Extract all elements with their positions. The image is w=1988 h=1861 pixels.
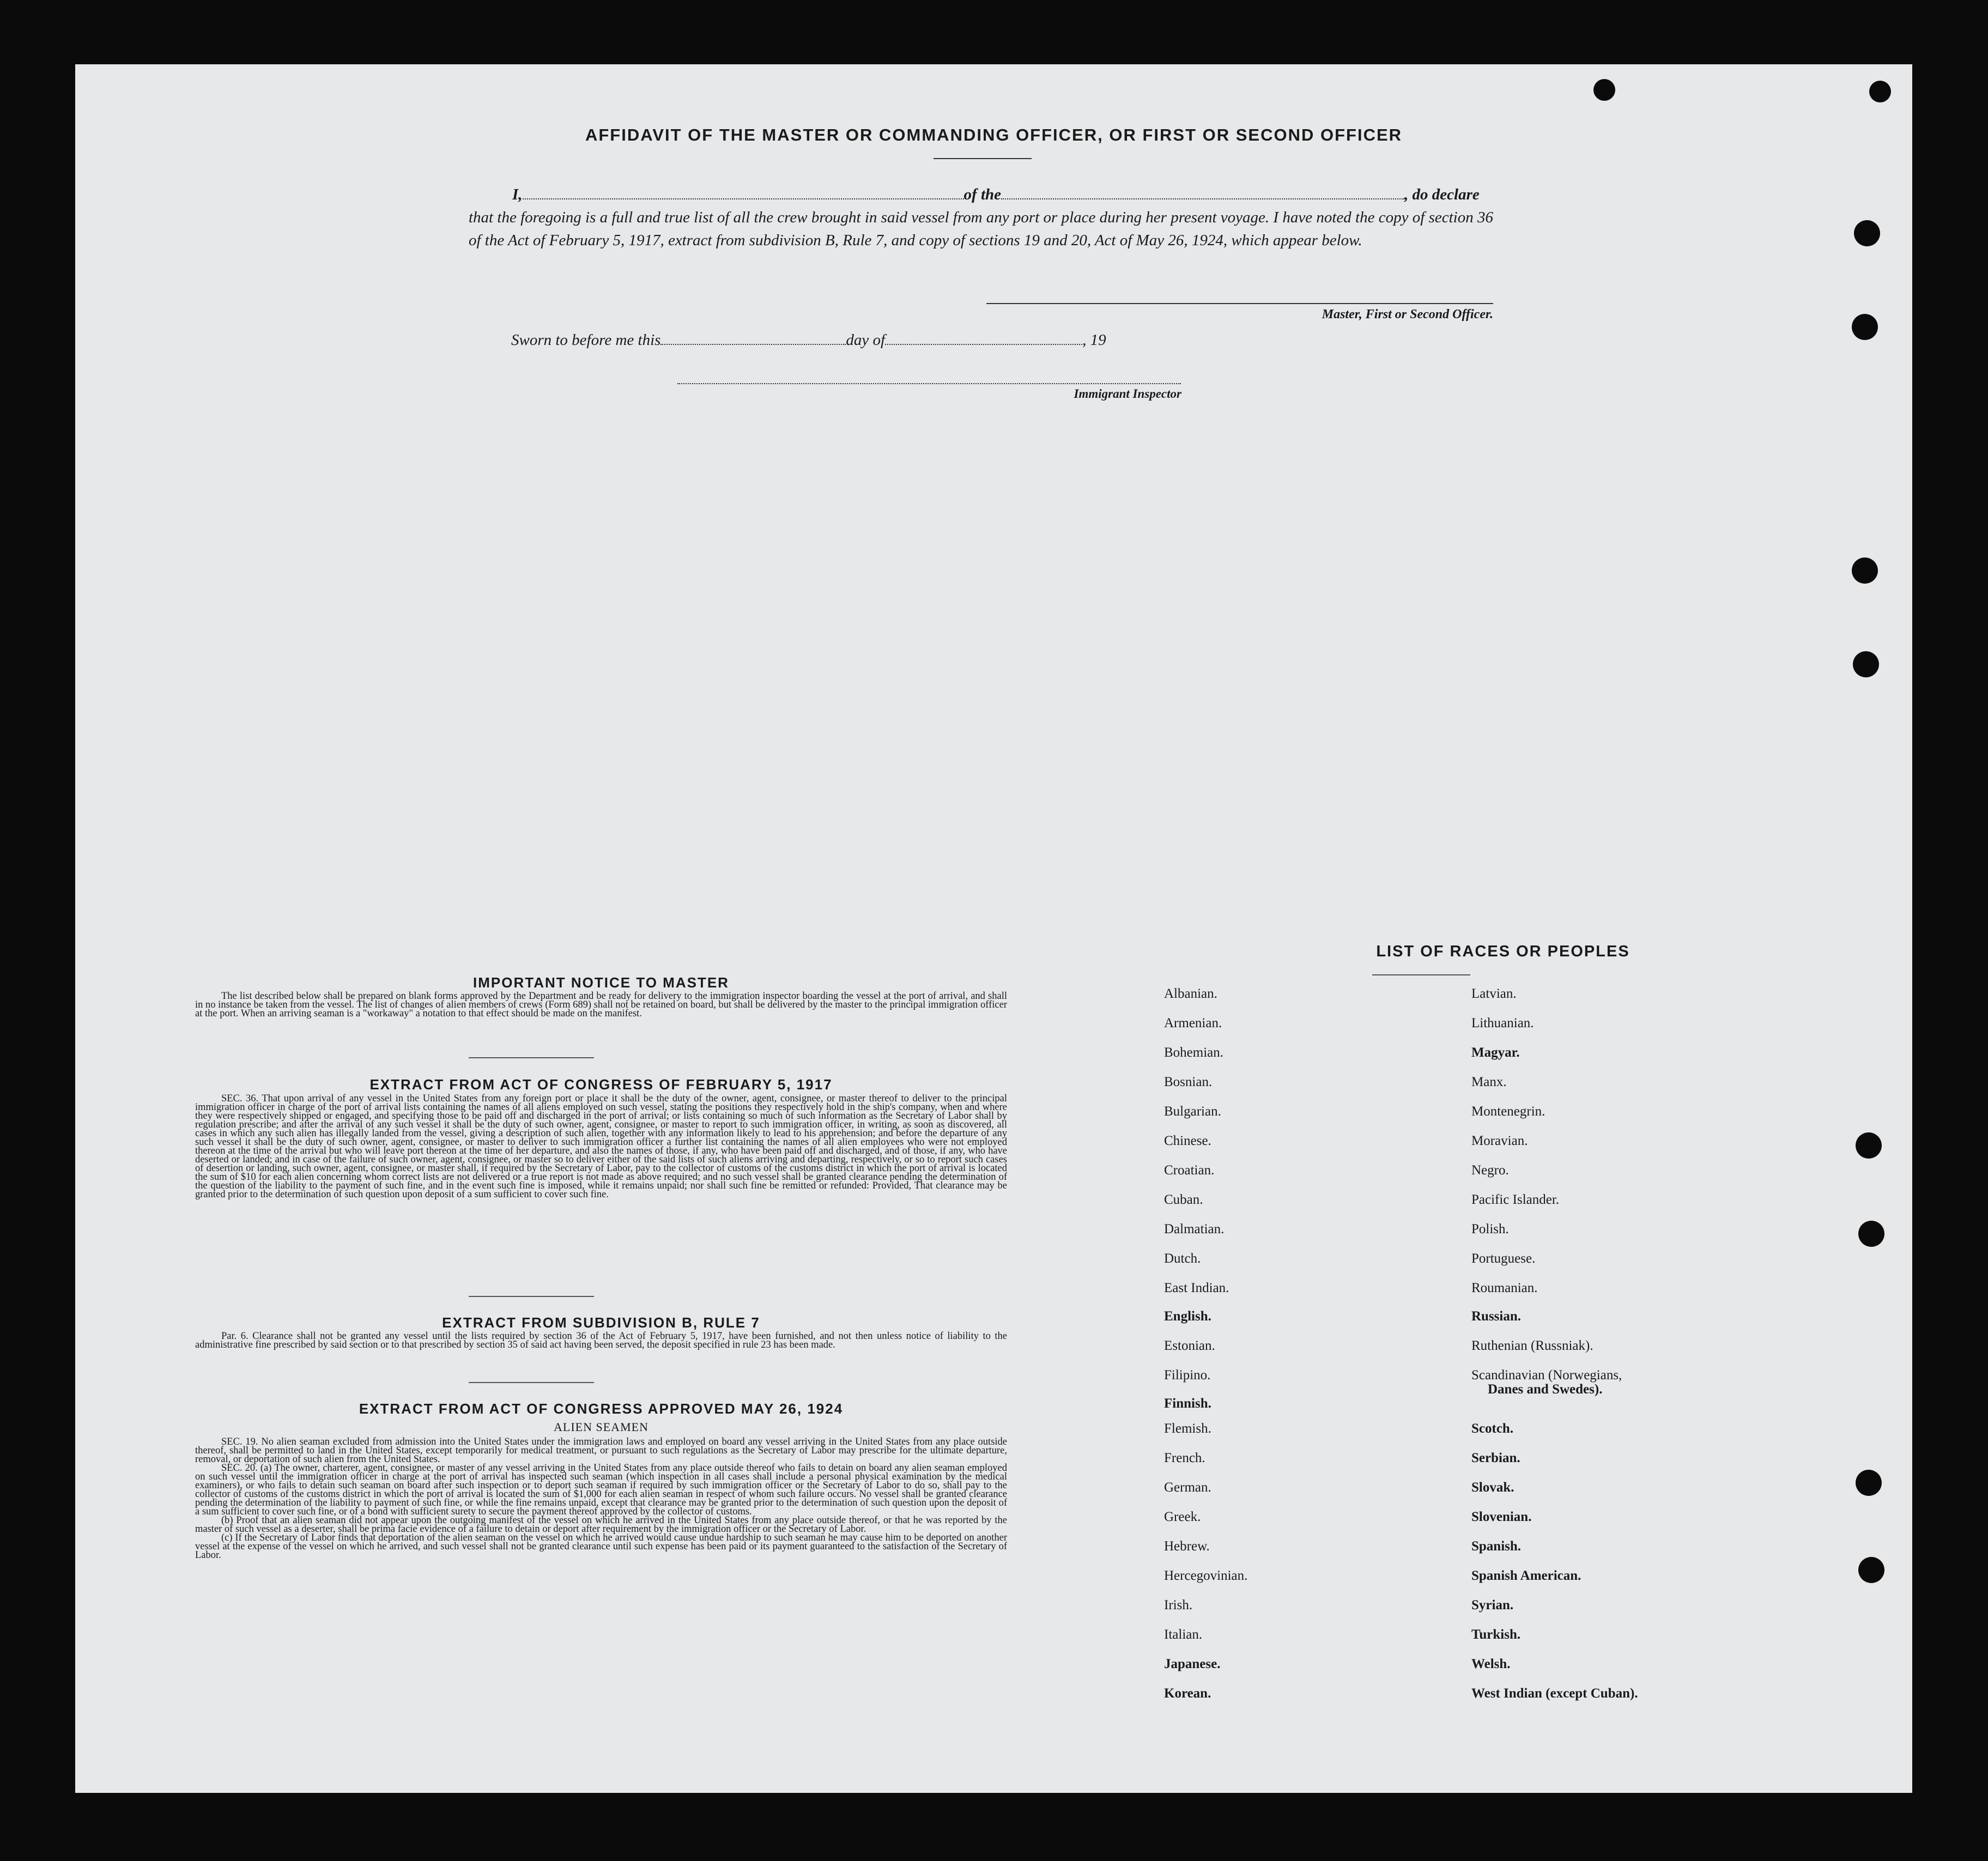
sworn-day-of: day of [846, 331, 886, 349]
sec20b: (b) Proof that an alien seaman did not appear upon the outgoing manifest of the vessel on which he arrived in the United States from any place outside thereof, or that he was reported by the master of such vessel as a deserter, shall be prima facie evidence of a failure to detain or deport after requirement by the immigration officer or the Secretary of Labor. [195, 1515, 1007, 1535]
race-item: Scotch. [1471, 1421, 1514, 1436]
race-item: Manx. [1471, 1075, 1507, 1089]
sec19: SEC. 19. No alien seaman excluded from admission into the United States under the immigration laws and employed on board any vessel arriving in the United States from any place outside thereof, shall be permitted to land in the United States, except temporarily for medical treatment, or pursuant to such regulations as the Secretary of Labor may prescribe for the ultimate departure, removal, or deportation of such alien from the United States. [195, 1436, 1007, 1465]
race-item: Ruthenian (Russniak). [1471, 1338, 1593, 1353]
act1924-subtitle: ALIEN SEAMEN [554, 1420, 648, 1434]
race-item: Syrian. [1471, 1598, 1514, 1613]
race-item: Slovenian. [1471, 1510, 1532, 1524]
race-item: Spanish. [1471, 1539, 1522, 1554]
race-item: Montenegrin. [1471, 1104, 1545, 1119]
race-item: Moravian. [1471, 1133, 1528, 1148]
race-item: Korean. [1164, 1686, 1211, 1701]
races-underline [1372, 974, 1470, 975]
race-item: Turkish. [1471, 1627, 1521, 1642]
sec20c: (c) If the Secretary of Labor finds that deportation of the alien seaman on the vessel on which he arrived would cause undue hardship to such seaman he may cause him to be deported on another vessel at the expense of the vessel on which he arrived, and such vessel shall not be granted clearance until such expense has been paid or its payment guaranteed to the satisfaction of the Secretary of Labor. [195, 1532, 1007, 1561]
declaration-text: that the foregoing is a full and true list of all the crew brought in said vessel from any port or place during her present voyage. I have noted the copy of section 36 of the Act of February 5, 1917, extract from subdivision B, Rule 7, and copy of sections 19 and 20, Act of May 26, 1924, which appear below. [469, 209, 1493, 249]
race-item: Irish. [1164, 1598, 1193, 1613]
punch-hole [1858, 1221, 1884, 1247]
race-item: Estonian. [1164, 1338, 1215, 1353]
notice-title: IMPORTANT NOTICE TO MASTER [473, 974, 729, 991]
affidavit-title: AFFIDAVIT OF THE MASTER OR COMMANDING OFFICER, OR FIRST OR SECOND OFFICER [585, 125, 1403, 144]
race-item: Negro. [1471, 1163, 1509, 1178]
act1917-title: EXTRACT FROM ACT OF CONGRESS OF FEBRUARY 5, 1917 [369, 1076, 833, 1093]
race-item: Danes and Swedes). [1488, 1382, 1603, 1397]
sec20a: SEC. 20. (a) The owner, charterer, agent, consignee, or master of any vessel arriving in the United States from any place outside thereof who fails to detain on board any alien seaman employed on such vessel until the immigration officer in charge at the port of arrival has inspected such seaman (which inspection in all cases shall include a personal physical examination by the medical examiners), or who fails to detain such seaman on board after such inspection or to deport such seaman if required by such immigration officer or the Secretary of Labor to do so, shall pay to the collector of customs of the customs district in which the port of arrival is located the sum of $1,000 for each alien seaman in respect of whom such failure occurs. No vessel shall be granted clearance pending the determination of the liability to payment of such fine, or while the fine remains unpaid, except that clearance may be granted prior to the determination of such question upon the deposit of a sum sufficient to cover such fine, or of a bond with sufficient surety to secure the payment thereof approved by the collector of customs. [195, 1463, 1007, 1517]
vessel-blank [1001, 198, 1404, 199]
race-item: Scandinavian (Norwegians, [1471, 1368, 1622, 1383]
inspector-line [677, 383, 1181, 384]
race-item: East Indian. [1164, 1281, 1229, 1295]
punch-hole [1852, 557, 1878, 584]
race-item: Japanese. [1164, 1657, 1221, 1671]
signature-label: Master, First or Second Officer. [1322, 307, 1493, 322]
signature-line [986, 303, 1493, 304]
punch-hole [1858, 1557, 1884, 1583]
rule7-title: EXTRACT FROM SUBDIVISION B, RULE 7 [442, 1314, 760, 1331]
act1917-text: SEC. 36. That upon arrival of any vessel in the United States from any foreign port or place it shall be the duty of the owner, agent, consignee, or master thereof to deliver to the principal immigration officer in charge of the port of arrival lists containing the names of all aliens employed on such vessel, stating the positions they respectively hold in the ship's company, when and where they were respectively shipped or engaged, and specifying those to be paid off and discharged in the port of arrival; or lists containing so much of such information as the Secretary of Labor shall by regulation prescribe; and after the arrival of any such vessel it shall be the duty of such owner, agent, consignee, or master to report to such immigration officer, in writing, as soon as discovered, all cases in which any such alien has illegally landed from the vessel, giving a description of such alien, together with any information likely to lead to his apprehension; and before the departure of any such vessel it shall be the duty of such owner, agent, consignee, or master to deliver to such immigration officer a further list containing the names of all alien employees who were not employed thereon at the time of the arrival but who will leave port thereon at the time of her departure, and also the names of those, if any, who have been paid off and discharged, and of those, if any, who have deserted or landed; and in case of the failure of such owner, agent, consignee, or master so to deliver either of the said lists of such aliens arriving and departing, respectively, or so to report such cases of desertion or landing, such owner, agent, consignee, or master shall, if required by the Secretary of Labor, pay to the collector of customs of the customs district in which the port of arrival is located the sum of $10 for each alien concerning whom correct lists are not delivered or a true report is not made as above required; and no such vessel shall be granted clearance pending the determination of the question of the liability to the payment of such fine, and in the event such fine is imposed, while it remains unpaid; nor shall such fine be remitted or refunded: Provided, That clearance may be granted prior to the determination of such question upon deposit of a sum sufficient to cover such fine. [195, 1093, 1007, 1200]
race-item: French. [1164, 1451, 1205, 1465]
sworn-day-blank [660, 344, 846, 345]
act1924-title: EXTRACT FROM ACT OF CONGRESS APPROVED MAY 26, 1924 [359, 1401, 844, 1417]
punch-hole [1869, 81, 1891, 102]
declaration-first-line [469, 183, 1493, 206]
declare-label: , do declare [1404, 186, 1480, 203]
race-item: Chinese. [1164, 1133, 1211, 1148]
divider [469, 1382, 594, 1383]
sworn-line [511, 331, 1106, 349]
race-item: Hebrew. [1164, 1539, 1210, 1554]
race-item: Cuban. [1164, 1192, 1203, 1207]
punch-hole [1853, 651, 1879, 677]
race-item: West Indian (except Cuban). [1471, 1686, 1638, 1701]
race-item: Welsh. [1471, 1657, 1511, 1671]
race-item: Albanian. [1164, 986, 1217, 1001]
race-item: Serbian. [1471, 1451, 1520, 1465]
inspector-label: Immigrant Inspector [1074, 387, 1181, 401]
race-item: Croatian. [1164, 1163, 1215, 1178]
race-item: Armenian. [1164, 1016, 1222, 1030]
race-item: Dalmatian. [1164, 1222, 1225, 1236]
document-page [75, 64, 1912, 1793]
of-the-label: of the [963, 186, 1002, 203]
sworn-year: , 19 [1082, 331, 1106, 349]
title-underline [934, 158, 1032, 159]
notice-text: The list described below shall be prepared on blank forms approved by the Department and be ready for delivery to the immigration inspector boarding the vessel at the port of arrival, and shall in no instance be taken from the vessel. The list of changes of alien members of crews (Form 689) shall not be retained on board, but shall be delivered by the master to the principal immigration officer at the port. When an arriving seaman is a "workaway" a notation to that effect should be made on the manifest. [195, 991, 1007, 1019]
act1924-text [195, 1438, 1007, 1560]
race-item: Polish. [1471, 1222, 1509, 1236]
race-item: Bohemian. [1164, 1045, 1224, 1060]
race-item: English. [1164, 1309, 1211, 1324]
race-item: German. [1164, 1480, 1211, 1495]
race-item: Dutch. [1164, 1251, 1201, 1266]
race-item: Greek. [1164, 1510, 1201, 1524]
sworn-month-blank [885, 344, 1082, 345]
i-label: I, [512, 186, 523, 203]
punch-hole [1854, 220, 1880, 246]
rule7-text: Par. 6. Clearance shall not be granted any vessel until the lists required by section 36 of the Act of February 5, 1917, have been furnished, and not then unless notice of liability to the administrative fine prescribed by said section or to that prescribed by section 35 of said act having been served, the deposit specified in rule 23 has been made. [195, 1331, 1007, 1350]
sworn-prefix: Sworn to before me this [511, 331, 661, 349]
race-item: Lithuanian. [1471, 1016, 1534, 1030]
race-item: Hercegovinian. [1164, 1568, 1248, 1583]
race-item: Flemish. [1164, 1421, 1211, 1436]
punch-hole [1856, 1470, 1882, 1496]
name-blank [523, 198, 964, 199]
punch-hole [1593, 79, 1615, 101]
race-item: Finnish. [1164, 1396, 1211, 1411]
race-item: Slovak. [1471, 1480, 1514, 1495]
race-item: Portuguese. [1471, 1251, 1536, 1266]
divider [469, 1057, 594, 1058]
race-item: Filipino. [1164, 1368, 1211, 1383]
race-item: Magyar. [1471, 1045, 1520, 1060]
race-item: Russian. [1471, 1309, 1522, 1324]
punch-hole [1852, 314, 1878, 340]
race-item: Bulgarian. [1164, 1104, 1221, 1119]
divider [469, 1296, 594, 1297]
race-item: Pacific Islander. [1471, 1192, 1560, 1207]
races-title: LIST OF RACES OR PEOPLES [1376, 943, 1630, 960]
race-item: Italian. [1164, 1627, 1203, 1642]
declaration-block [469, 183, 1493, 252]
race-item: Spanish American. [1471, 1568, 1581, 1583]
race-item: Bosnian. [1164, 1075, 1213, 1089]
punch-hole [1856, 1132, 1882, 1159]
race-item: Latvian. [1471, 986, 1517, 1001]
race-item: Roumanian. [1471, 1281, 1538, 1295]
